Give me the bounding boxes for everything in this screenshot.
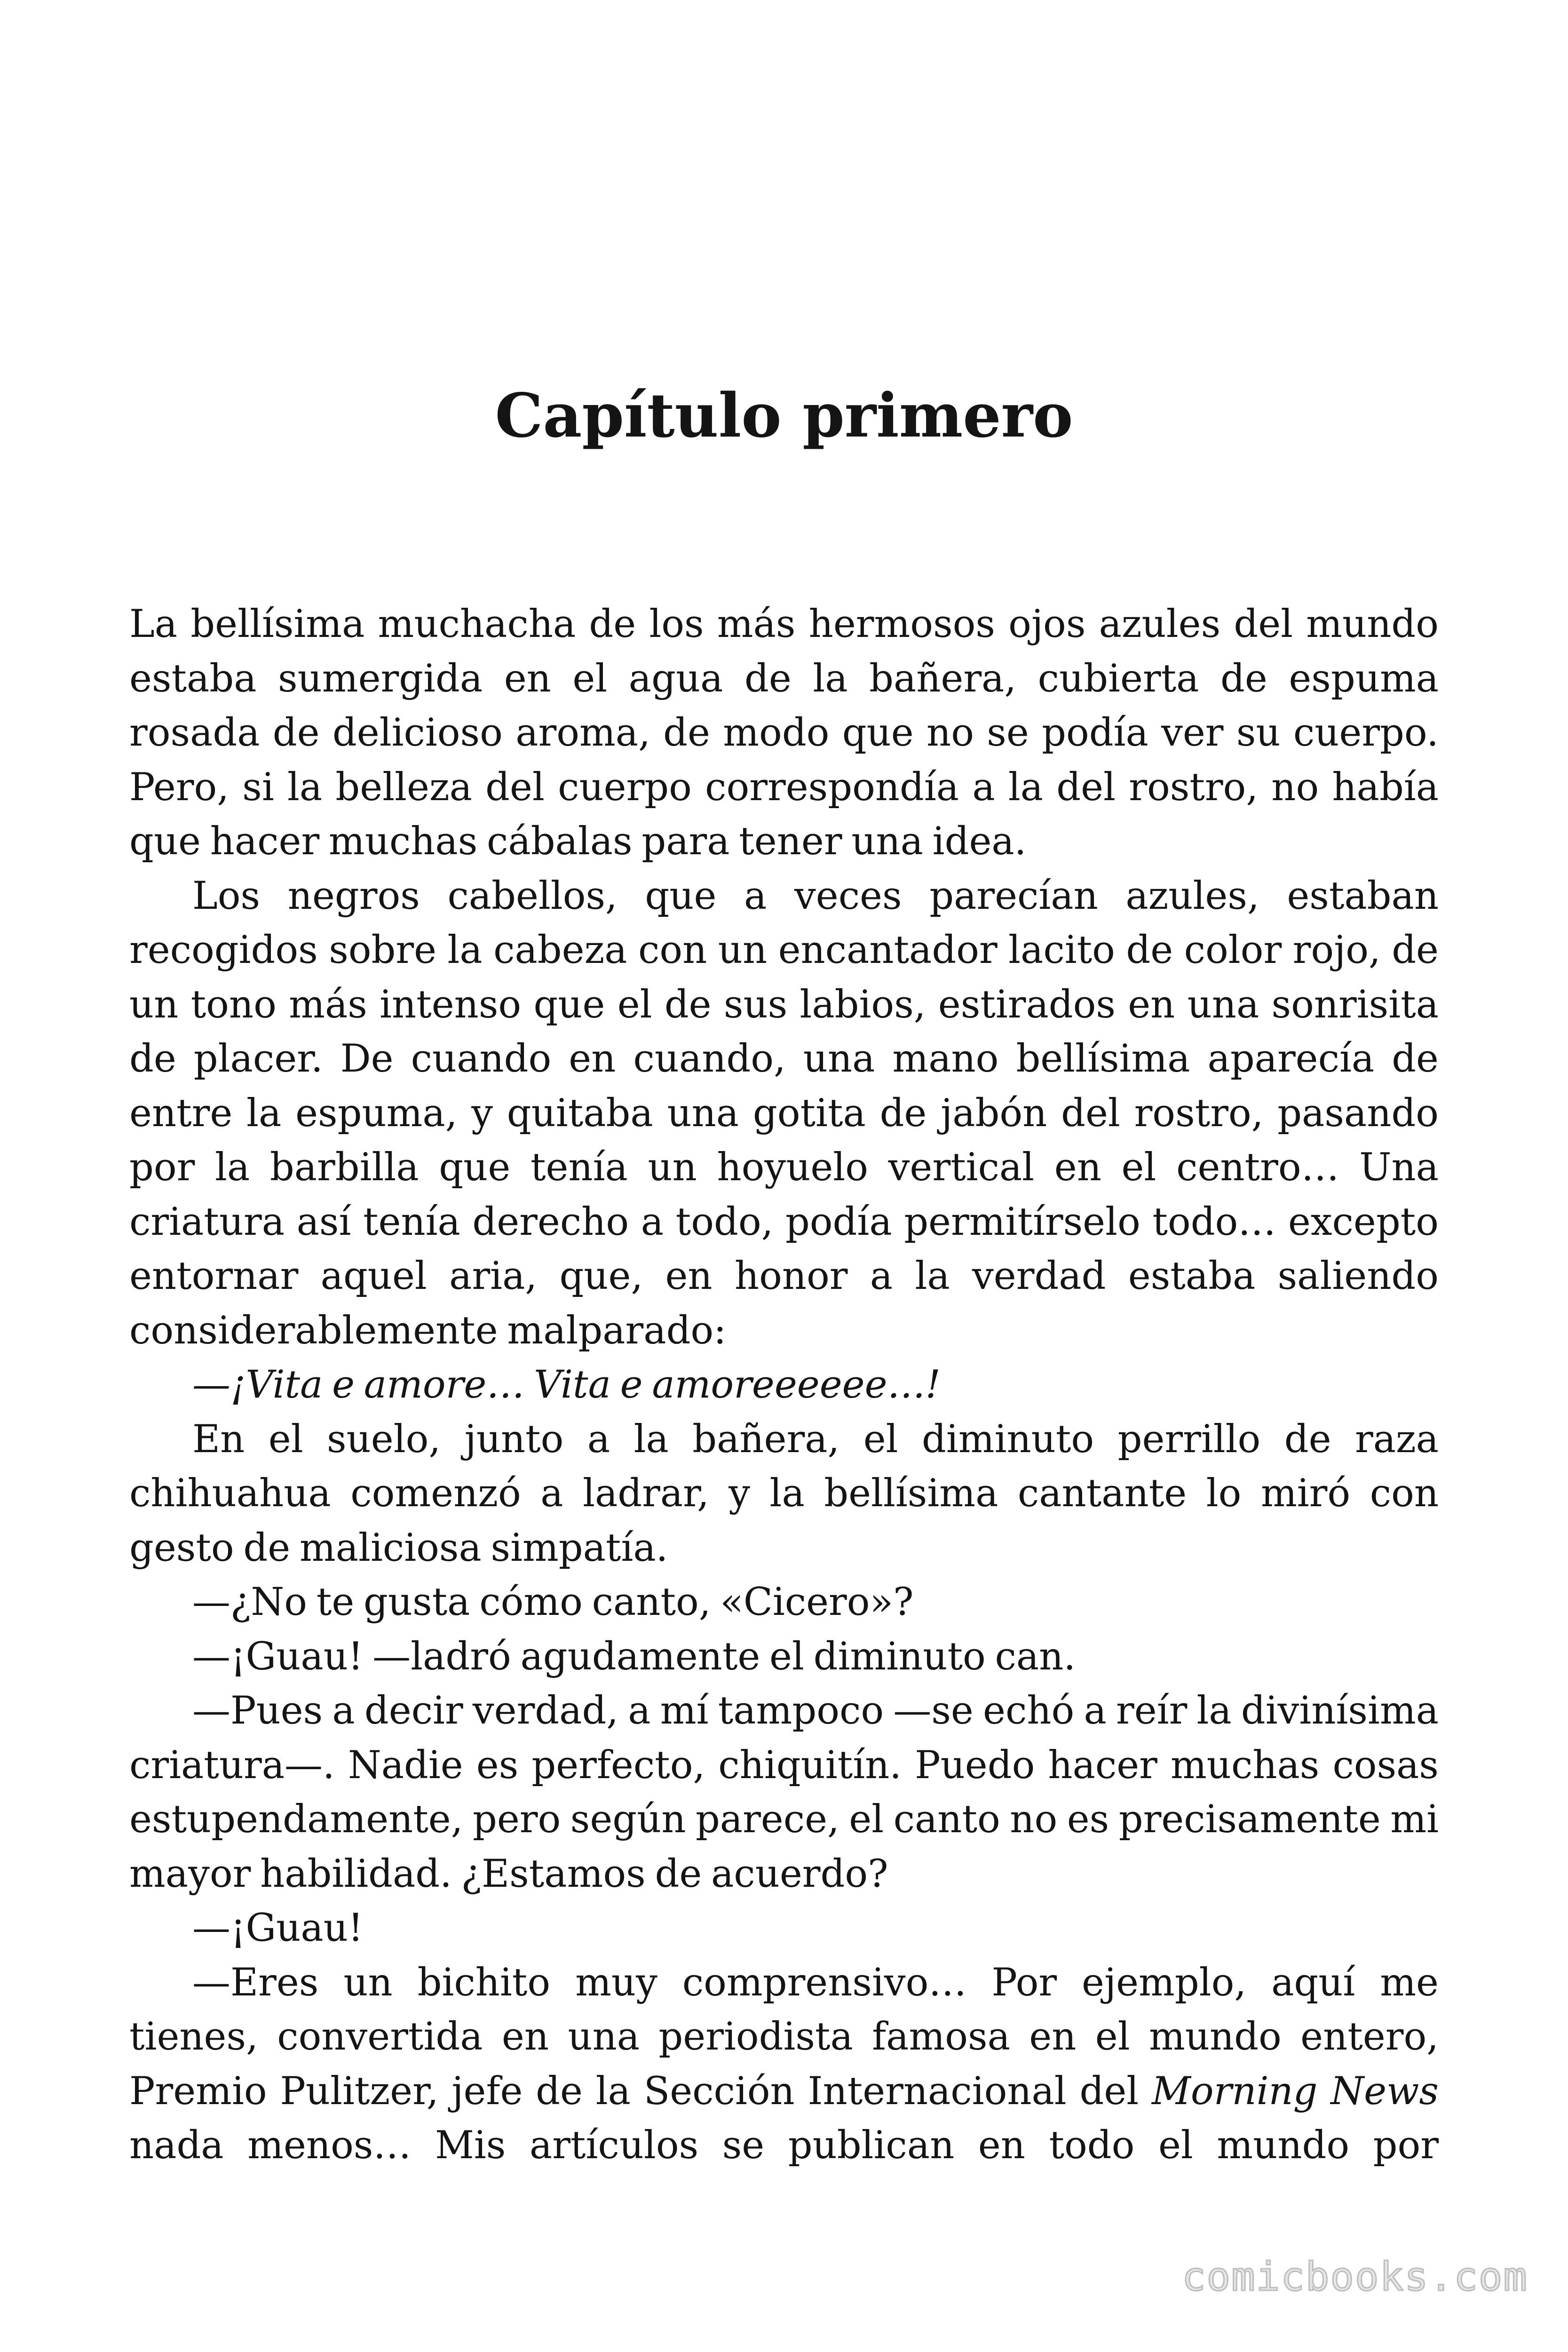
dialogue-guau-2: —¡Guau! bbox=[192, 1906, 364, 1950]
dialogue-journalist-end: nada menos… Mis artículos se publican en todo el mundo por bbox=[129, 2123, 1439, 2168]
paragraph-dog-barks: En el suelo, junto a la bañera, el diminuto perrillo de raza chihuahua comenzó a ladrar, y la bellísima cantante lo miró con gesto de maliciosa simpatía. bbox=[129, 1417, 1439, 1570]
chapter-text bbox=[129, 597, 1439, 2173]
newspaper-name: Morning News bbox=[1151, 2069, 1439, 2114]
song-lyric: —¡Vita e amore… Vita e amoreeeeee…! bbox=[192, 1363, 941, 1407]
dialogue-guau-1: —¡Guau! —ladró agudamente el diminuto can. bbox=[192, 1634, 1076, 1679]
dialogue-reply: —Pues a decir verdad, a mí tampoco —se echó a reír la divinísima criatura—. Nadie es perfecto, chiquitín. Puedo hacer muchas cosas estupendamente, pero según parece, el canto no es precisamente mi mayor habilidad. ¿Estamos de acuerdo? bbox=[129, 1689, 1439, 1896]
watermark-logo: comicbooks.com bbox=[1181, 2254, 1528, 2300]
chapter-title: Capítulo primero bbox=[495, 381, 1073, 451]
paragraph-hair: Los negros cabellos, que a veces parecían azules, estaban recogidos sobre la cabeza con un encantador lacito de color rojo, de un tono más intenso que el de sus labios, estirados en una sonrisita de placer. De cuando en cuando, una mano bellísima aparecía de entre la espuma, y quitaba una gotita de jabón del rostro, pasando por la barbilla que tenía un hoyuelo vertical en el centro… Una criatura así tenía derecho a todo, podía permitírselo todo… excepto entornar aquel aria, que, en honor a la verdad estaba saliendo considerablemente malparado: bbox=[129, 874, 1439, 1353]
dialogue-journalist-start: —Eres un bichito muy comprensivo… Por ejemplo, aquí me tienes, convertida en una periodista famosa en el mundo entero, Premio Pulitzer, jefe de la Sección Internacional del bbox=[129, 1960, 1439, 2114]
paragraph-opening: La bellísima muchacha de los más hermosos ojos azules del mundo estaba sumergida en el agua de la bañera, cubierta de espuma rosada de delicioso aroma, de modo que no se podía ver su cuerpo. Pero, si la belleza del cuerpo correspondía a la del rostro, no había que hacer muchas cábalas para tener una idea. bbox=[129, 602, 1439, 864]
paragraph-song bbox=[129, 1358, 1439, 1413]
dialogue-journalist bbox=[129, 1956, 1439, 2173]
dialogue-question: —¿No te gusta cómo canto, «Cicero»? bbox=[192, 1580, 914, 1624]
